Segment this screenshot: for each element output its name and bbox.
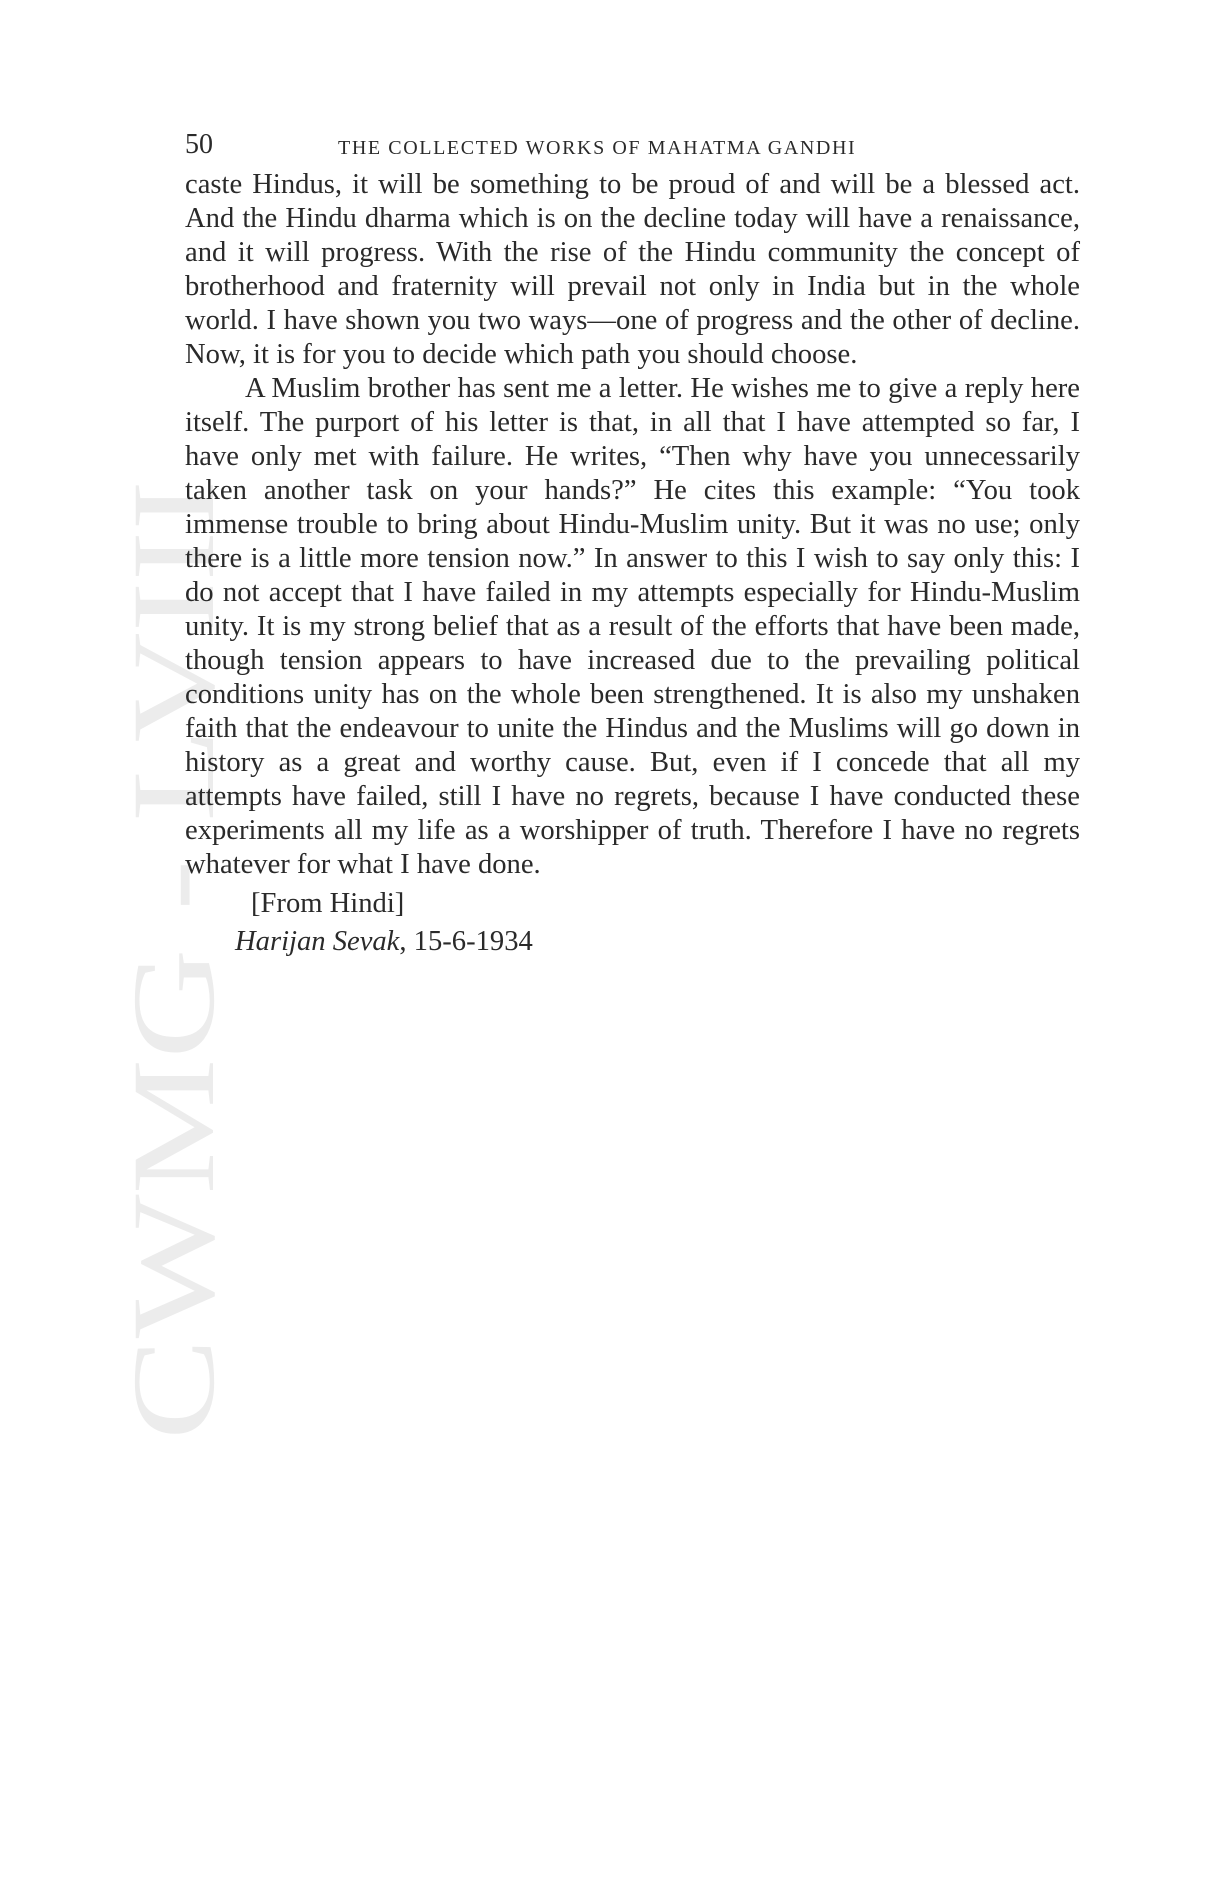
source-note: [From Hindi]	[251, 888, 405, 919]
page-number: 50	[185, 129, 213, 160]
paragraph-muslim-letter: A Muslim brother has sent me a letter. He wishes me to give a reply here itself. The purport of his letter is that, in all that I have attempted so far, I have only met with failure. He writes, “Then why have you unnecessarily taken another task on your hands?” He cites this example: “You took immense trouble to bring about Hindu-Muslim unity. But it was no use; only there is a little more tension now.” In answer to this I wish to say only this: I do not accept that I have failed in my attempts especially for Hindu-Muslim unity. It is my strong belief that as a result of the efforts that have been made, though tension appears to have increased due to the prevailing political conditions unity has on the whole been strengthened. It is also my unshaken faith that the endeavour to unite the Hindus and the Muslims will go down in history as a great and worthy cause. But, even if I concede that all my attempts have failed, still I have no regrets, because I have conducted these experiments all my life as a worshipper of truth. Therefore I have no regrets whatever for what I have done.	[185, 373, 1080, 880]
running-title: THE COLLECTED WORKS OF MAHATMA GANDHI	[338, 137, 857, 159]
watermark-text: CWMG - LVIII	[108, 697, 239, 1440]
paragraph-continuation: caste Hindus, it will be something to be proud of and will be a blessed act. And the Hindu dharma which is on the decline today will have a renaissance, and it will progress. With the rise of the Hindu community the concept of brotherhood and fraternity will prevail not only in India but in the whole world. I have shown you two ways—one of progress and the other of decline. Now, it is for you to decide which path you should choose.	[185, 169, 1080, 370]
running-head	[185, 128, 1080, 168]
publication-date: , 15-6-1934	[399, 926, 533, 957]
body-text	[185, 168, 1080, 882]
citation	[235, 924, 1080, 960]
document-page	[185, 128, 1080, 960]
publication-title: Harijan Sevak	[235, 926, 400, 957]
